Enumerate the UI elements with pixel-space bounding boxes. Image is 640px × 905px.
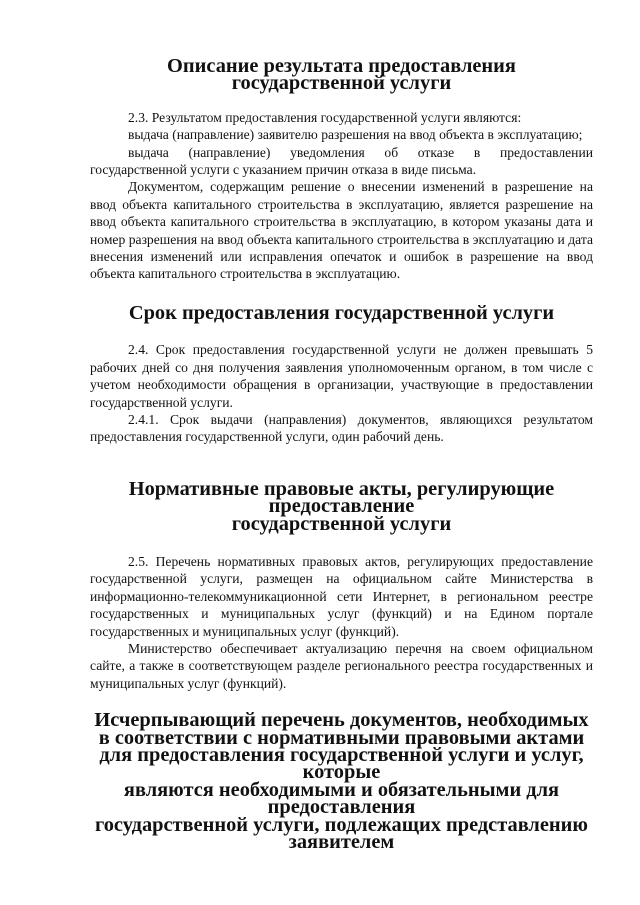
heading-line: Исчерпывающий перечень документов, необходимых xyxy=(94,709,589,732)
heading-line: в соответствии с нормативными правовыми актами xyxy=(98,726,585,749)
paragraph: Министерство обеспечивает актуализацию перечня на своем официальном сайте, а также в соответствующем разделе регионального реестра государственных и муниципальных услуг (функций). xyxy=(90,640,593,691)
document-page xyxy=(90,55,593,854)
heading-line: государственной услуги, подлежащих представлению заявителем xyxy=(94,813,589,854)
section-heading xyxy=(90,709,593,854)
section-heading xyxy=(90,301,593,324)
paragraph: выдача (направление) уведомления об отказе в предоставлении государственной услуги с указанием причин отказа в виде письма. xyxy=(90,144,593,178)
paragraph: 2.5. Перечень нормативных правовых актов, регулирующих предоставление государственной услуги, размещен на официальном сайте Министерства в информационно-телекоммуникационной сети Интернет, в региональном реестре государственных и муниципальных услуг (функций) и на Едином портале государственных и муниципальных услуг (функций). xyxy=(90,553,593,639)
paragraph: 2.4.1. Срок выдачи (направления) документов, являющихся результатом предоставления государственной услуги, один рабочий день. xyxy=(90,411,593,445)
section-service-term xyxy=(90,301,593,446)
paragraph: 2.3. Результатом предоставления государственной услуги являются: xyxy=(128,109,522,125)
section-result-description xyxy=(90,55,593,283)
paragraph: Документом, содержащим решение о внесении изменений в разрешение на ввод объекта капитального строительства в эксплуатацию, является разрешение на ввод объекта капитального строительства в эксплуатацию, в котором указаны дата и номер разрешения на ввод объекта капитального строительства в эксплуатацию и дата внесения изменений или исправления опечаток и ошибок в разрешение на ввод объекта капитального строительства в эксплуатацию. xyxy=(90,179,593,282)
heading-line: государственной услуги xyxy=(231,512,452,535)
paragraph: выдача (направление) заявителю разрешения на ввод объекта в эксплуатацию; xyxy=(128,127,583,143)
section-documents-list xyxy=(90,709,593,854)
heading-line: Описание результата предоставления государственной услуги xyxy=(167,55,516,95)
heading-line: Нормативные правовые акты, регулирующие предоставление xyxy=(128,477,555,518)
heading-line: Срок предоставления государственной услуги xyxy=(128,301,555,324)
section-heading xyxy=(90,55,593,95)
section-heading xyxy=(90,477,593,535)
section-regulatory-acts xyxy=(90,477,593,692)
heading-line: для предоставления государственной услуги и услуг, которые xyxy=(99,744,584,784)
heading-line: являются необходимыми и обязательными для предоставления xyxy=(123,778,560,819)
paragraph: 2.4. Срок предоставления государственной услуги не должен превышать 5 рабочих дней со дня получения заявления уполномоченным органом, в том числе с учетом необходимости обращения в организации, участвующие в предоставлении государственной услуги. xyxy=(90,342,593,410)
